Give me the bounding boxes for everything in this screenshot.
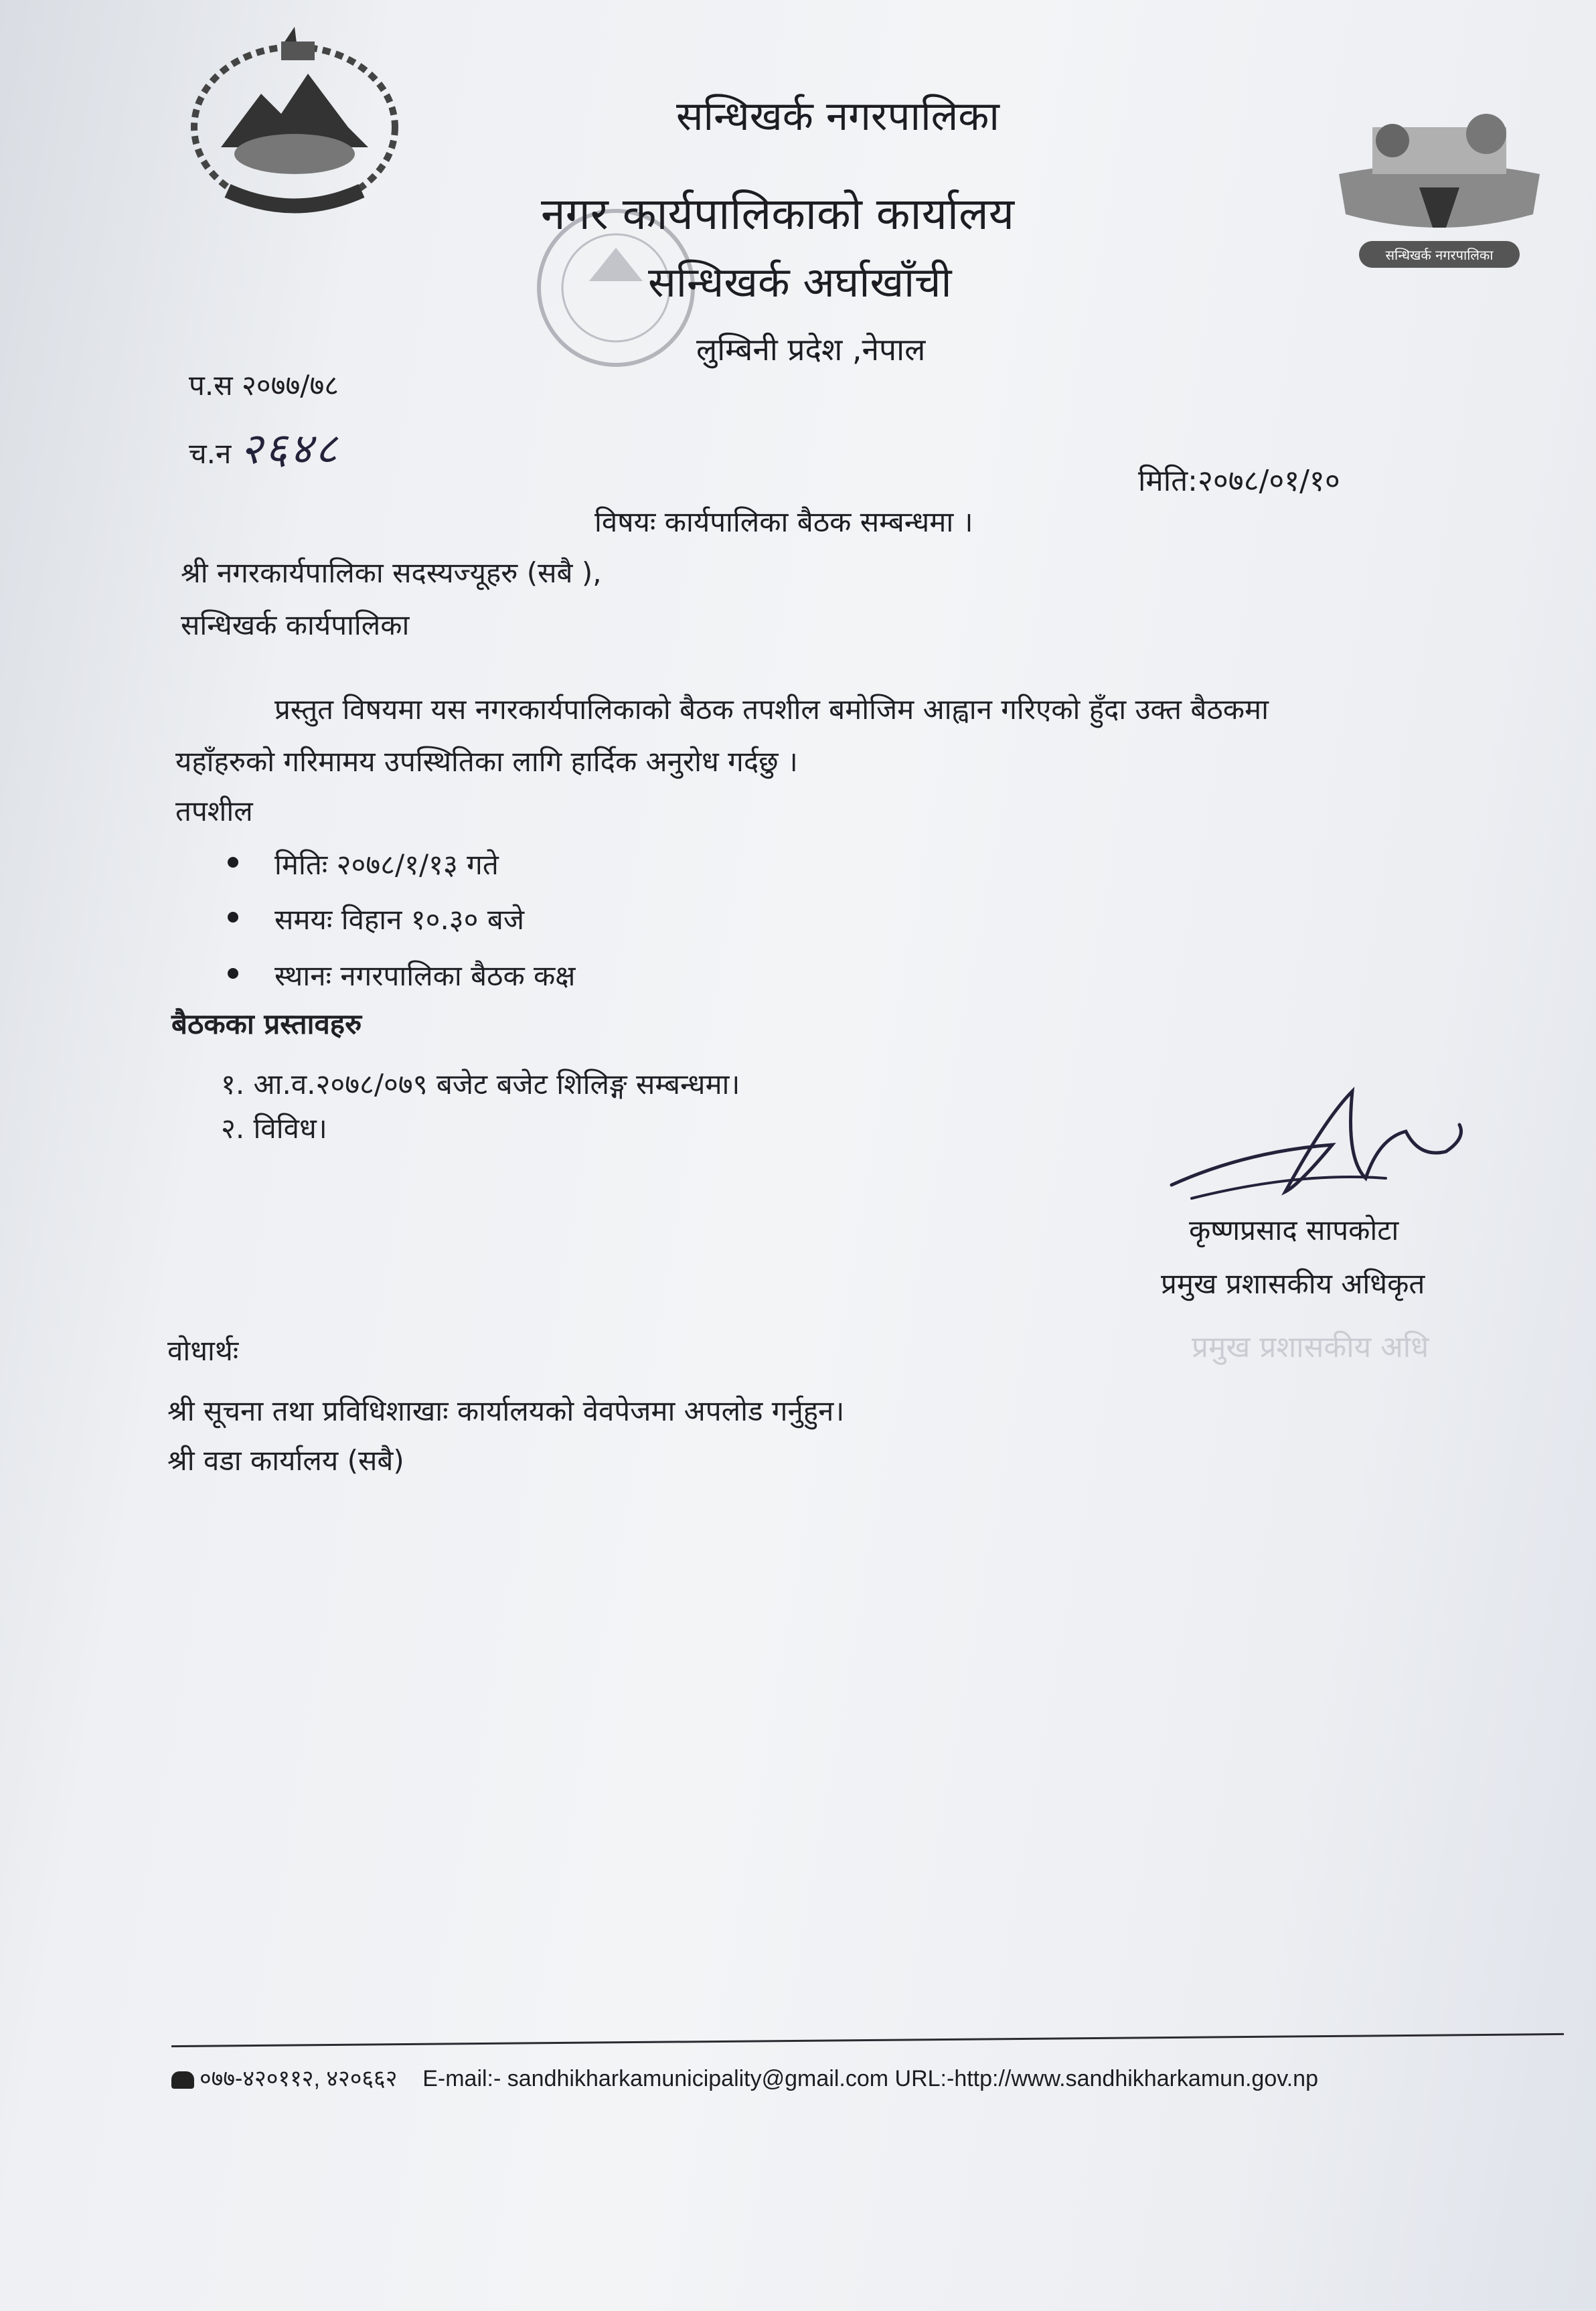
detail-text: मितिः २०७८/१/१३ गते [274,848,499,881]
dispatch-value: २६४८ [240,424,340,474]
bullet-icon [228,968,238,979]
letter-ps-number: प.स २०७७/७८ [189,369,339,402]
dispatch-label: च.न [189,437,232,470]
logo-caption: सन्धिखर्क नगरपालिका [1385,247,1494,263]
cc-item: श्री सूचना तथा प्रविधिशाखाः कार्यालयको वेवपेजमा अपलोड गर्नुहुन। [167,1394,845,1427]
signatory-title: प्रमुख प्रशासकीय अधिकृत [1161,1267,1425,1300]
proposal-item: १. आ.व.२०७८/०७९ बजेट बजेट शिलिङ्ग सम्बन्धमा। [221,1068,740,1101]
stamp-ghost-text: प्रमुख प्रशासकीय अधि [1192,1330,1429,1364]
province-country: लुम्बिनी प्रदेश ,नेपाल [696,331,926,368]
details-heading: तपशील [175,795,253,827]
detail-text: स्थानः नगरपालिका बैठक कक्ष [274,959,576,992]
addressee-line-2: सन्धिखर्क कार्यपालिका [181,609,410,641]
proposal-item: २. विविध। [221,1112,327,1145]
footer-divider [171,2033,1564,2047]
letter-subject: विषयः कार्यपालिका बैठक सम्बन्धमा । [594,505,973,538]
nepal-emblem-icon [181,27,408,221]
bullet-icon [228,857,238,868]
office-title: नगर कार्यपालिकाको कार्यालय [541,188,1014,240]
detail-item [274,845,499,883]
signature-icon [1165,1078,1480,1212]
detail-text: समयः विहान १०.३० बजे [274,903,524,936]
bullet-icon [228,912,238,923]
dispatch-number [189,418,340,476]
addressee-line-1: श्री नगरकार्यपालिका सदस्यज्यूहरु (सबै ), [181,556,602,589]
office-location: सन्धिखर्क अर्घाखाँची [648,258,952,307]
phone-icon [171,2071,194,2089]
footer-contact [171,2062,1318,2093]
detail-item [274,900,524,938]
municipality-logo-icon [1332,94,1546,281]
footer-email[interactable]: E-mail:- sandhikharkamunicipality@gmail.com [422,2066,889,2091]
letter-date: मिति:२०७८/०१/१० [1138,464,1340,498]
footer-phone: ०७७-४२०११२, ४२०६६२ [200,2066,398,2091]
signatory-name: कृष्णप्रसाद सापकोटा [1189,1214,1399,1247]
footer-url[interactable]: URL:-http://www.sandhikharkamun.gov.np [894,2066,1318,2091]
proposals-heading: बैठकका प्रस्तावहरु [171,1008,362,1040]
cc-item: श्री वडा कार्यालय (सबै) [167,1444,404,1477]
body-paragraph-line-1: प्रस्तुत विषयमा यस नगरकार्यपालिकाको बैठक तपशील बमोजिम आह्वान गरिएको हुँदा उक्त बैठकमा [274,693,1269,726]
body-paragraph-line-2: यहाँहरुको गरिमामय उपस्थितिका लागि हार्दिक अनुरोध गर्दछु । [175,745,798,778]
detail-item [274,956,575,994]
cc-heading: वोधार्थः [167,1334,239,1367]
municipality-name: सन्धिखर्क नगरपालिका [676,93,1000,140]
